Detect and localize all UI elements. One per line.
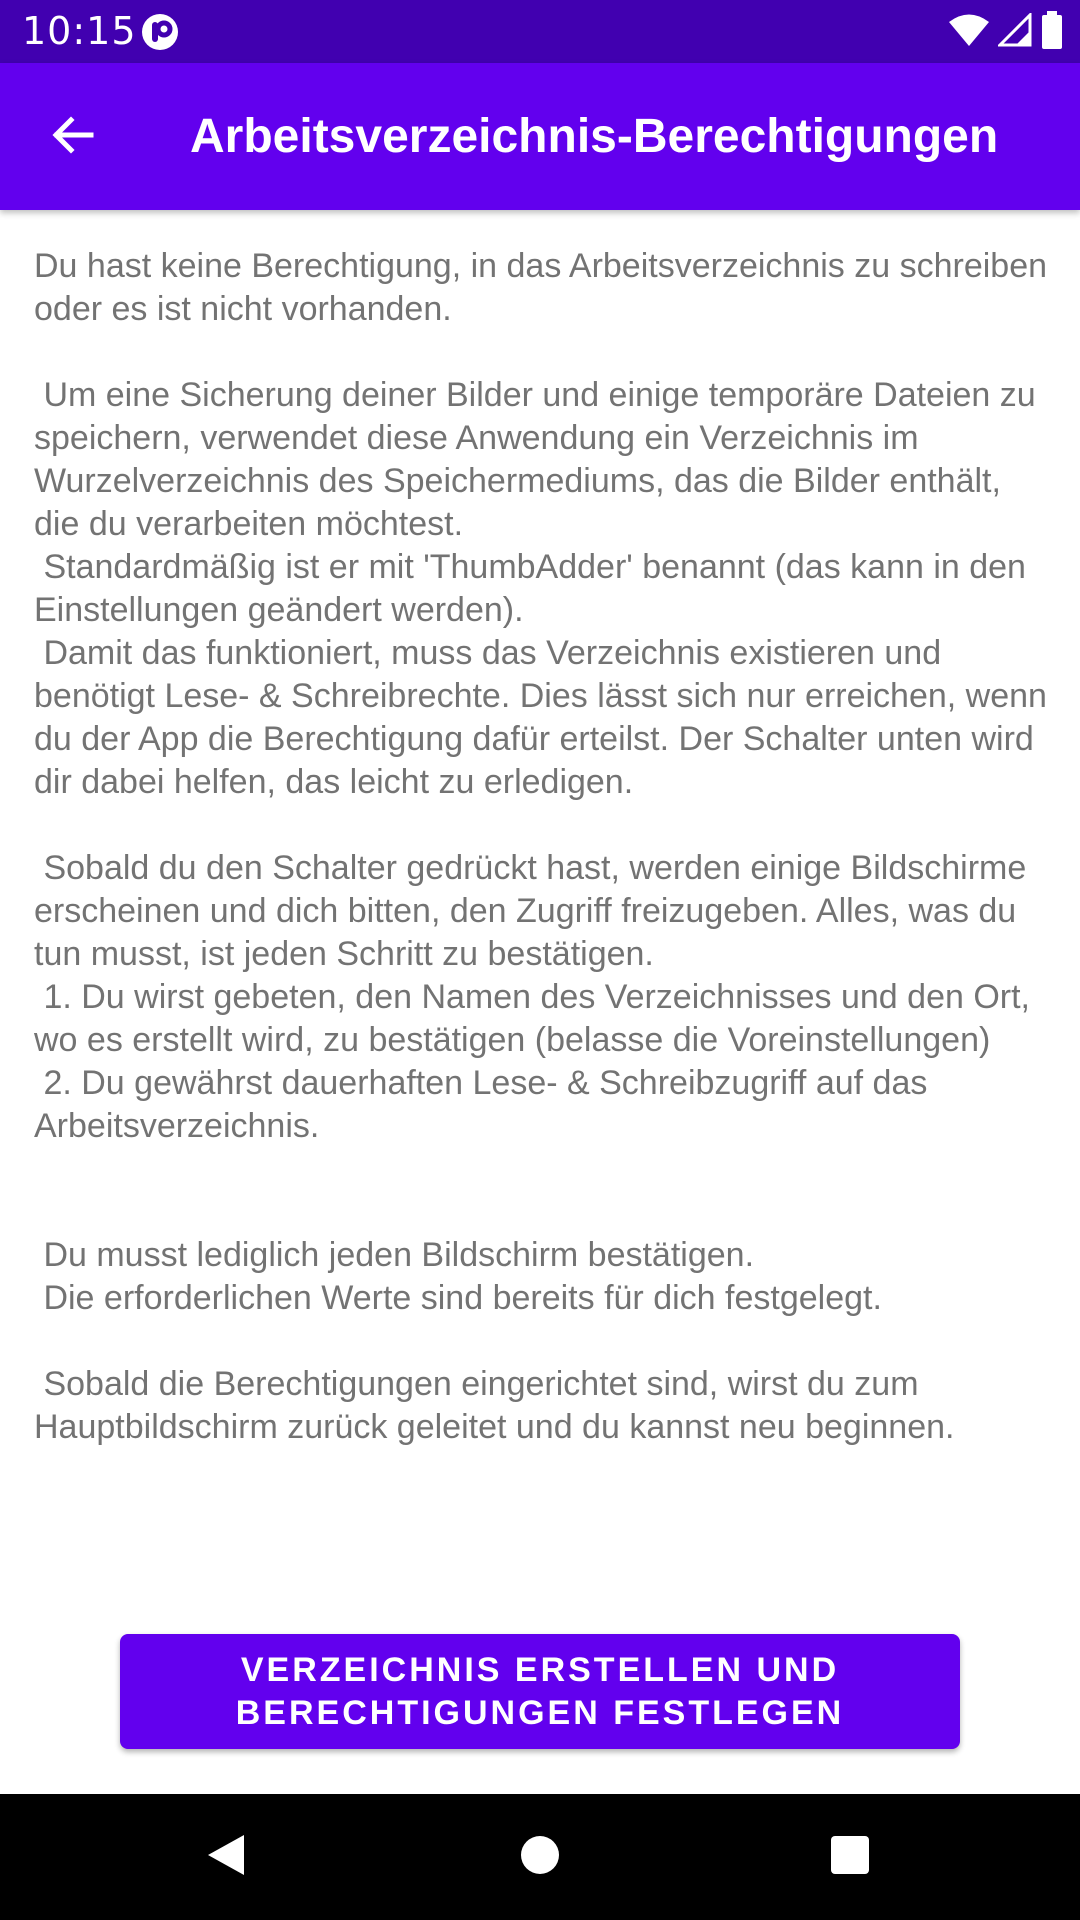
back-button[interactable] [30,101,116,173]
navigation-bar [0,1794,1080,1920]
nav-back-icon [204,1831,248,1883]
signal-icon [998,13,1032,51]
status-icons [948,12,1064,52]
nav-recents-icon [829,1834,871,1880]
nav-recents-button[interactable] [810,1822,890,1892]
nav-back-button[interactable] [186,1822,266,1892]
page-title: Arbeitsverzeichnis-Berechtigungen [190,110,999,163]
permission-description: Du hast keine Berechtigung, in das Arbeitsverzeichnis zu schreiben oder es ist nicht vorhanden. Um eine Sicherung deiner Bilder und einige temporäre Dateien zu speichern, verwendet diese Anwendung ein Verzeichnis im Wurzelverzeichnis des Speichermediums, das die Bilder enthält, die du verarbeiten möchtest. Standardmäßig ist er mit 'ThumbAdder' benannt (das kann in den Einstellungen geändert werden). Damit das funktioniert, muss das Verzeichnis existieren und benötigt Lese- & Schreibrechte. Dies lässt sich nur erreichen, wenn du der App die Berechtigung dafür erteilst. Der Schalter unten wird dir dabei helfen, das leicht zu erledigen. Sobald du den Schalter gedrückt hast, werden einige Bildschirme erscheinen und dich bitten, den Zugriff freizugeben. Alles, was du tun musst, ist jeden Schritt zu bestätigen. 1. Du wirst gebeten, den Namen des Verzeichnisses und den Ort, wo es erstellt wird, zu bestätigen (belasse die Voreinstellungen) 2. Du gewährst dauerhaften Lese- & Schreibzugriff auf das Arbeitsverzeichnis. Du musst lediglich jeden Bildschirm bestätigen. Die erforderlichen Werte sind bereits für dich festgelegt. Sobald die Berechtigungen eingerichtet sind, wirst du zum Hauptbildschirm zurück geleitet und du kannst neu beginnen. [34,247,1048,1446]
app-bar [0,63,1080,210]
nav-home-icon [519,1834,561,1880]
create-directory-button[interactable]: VERZEICHNIS ERSTELLEN UND BERECHTIGUNGEN FESTLEGEN [120,1634,960,1749]
arrow-back-icon [49,111,97,163]
battery-icon [1040,11,1064,53]
nav-home-button[interactable] [500,1822,580,1892]
app-notification-icon [140,12,180,52]
status-bar [0,0,1080,63]
wifi-icon [948,13,990,51]
status-time: 10:15 [22,9,137,53]
